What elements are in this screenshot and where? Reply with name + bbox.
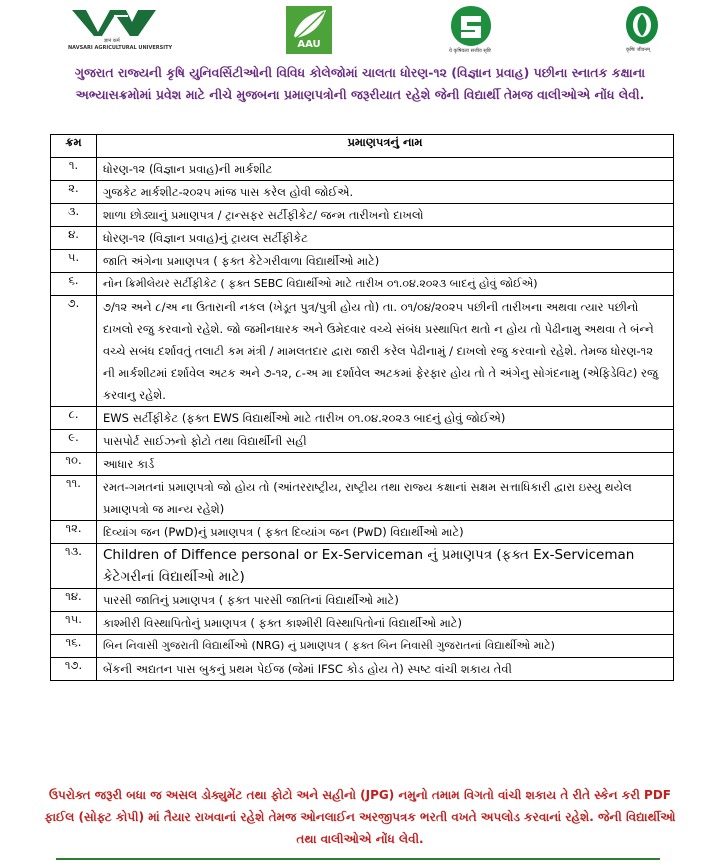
jau-emblem-icon (622, 4, 662, 46)
intro-notice: ગુજરાત રાજ્યની કૃષિ યુનિવર્સિટીઓની વિવિધ કોલેજોમાં ચાલતા ધોરણ-૧૨ (વિજ્ઞાન પ્રવાહ) પછીના સ્નાતક કક્ષાના અભ્યાસક્રમોમાં પ્રવેશ માટે નીચે મુજબના પ્રમાણપત્રોની જરૂરીયાત રહેશે જેની વિદ્યાર્થી તેમજ વાલીઓએ નોંધ લેવી. (74, 65, 646, 102)
row-number: ૧૧. (51, 476, 97, 521)
table-row (51, 227, 674, 250)
row-text: બિન નિવાસી ગુજરાતી વિદ્યાર્થીઓ (NRG) નું પ્રમાણપત્ર ( ફક્ત બિન નિવાસી ગુજરાતનાં વિદ્યાર્થીઓ માટે) (97, 635, 674, 658)
aau-logo (286, 6, 332, 54)
row-number: ૧૨. (51, 521, 97, 544)
row-number: ૧૪. (51, 589, 97, 612)
table-row (51, 612, 674, 635)
table-header-row (51, 135, 674, 158)
nau-logo (68, 6, 173, 52)
table-row (51, 273, 674, 296)
row-number: ૭. (51, 296, 97, 407)
row-number: ૩. (51, 204, 97, 227)
row-number: ૯. (51, 430, 97, 453)
row-text: રમત-ગમતનાં પ્રમાણપત્રો જો હોય તો (આંતરરાષ્ટ્રીય, રાષ્ટ્રીય તથા રાજ્ય કક્ષાનાં સક્ષમ સત્તાધિકારી દ્વારા ઇસ્યુ થયેલ પ્રમાણપત્રો જ માન્ય રહેશે) (97, 476, 674, 521)
row-text: Children of Diffence personal or Ex-Serviceman નું પ્રમાણપત્ર (ફક્ત Ex-Serviceman કેટેગરીનાં વિદ્યાર્થીઓ માટે) (97, 544, 674, 589)
row-text: બેંકની અદ્યતન પાસ બુકનું પ્રથમ પેઈજ (જેમાં IFSC કોડ હોય તે) સ્પષ્ટ વાંચી શકાય તેવી (97, 658, 674, 681)
certificate-table (50, 134, 674, 681)
sdau-logo (447, 4, 495, 56)
sdau-emblem-icon (447, 4, 495, 48)
table-row (51, 521, 674, 544)
row-number: ૫. (51, 250, 97, 273)
table-row (51, 453, 674, 476)
table-row (51, 635, 674, 658)
jau-logo (622, 4, 662, 54)
table-row (51, 544, 674, 589)
logo-strip (0, 0, 716, 64)
table-row (51, 589, 674, 612)
aau-caption: AAU (297, 39, 321, 50)
row-text: આધાર કાર્ડ (97, 453, 674, 476)
footer-divider (56, 858, 660, 860)
row-number: ૧૫. (51, 612, 97, 635)
row-number: ૧૦. (51, 453, 97, 476)
row-text: ધોરણ-૧૨ (વિજ્ઞાન પ્રવાહ)ની માર્કશીટ (97, 158, 674, 181)
row-number: ૬. (51, 273, 97, 296)
row-number: ૨. (51, 181, 97, 204)
table-row (51, 181, 674, 204)
row-number: ૪. (51, 227, 97, 250)
row-text: EWS સર્ટીફીકેટ (ફક્ત EWS વિદ્યાર્થીઓ માટે તારીખ ૦૧.૦૪.૨૦૨૩ બાદનું હોવું જોઈએ) (97, 407, 674, 430)
nau-emblem-icon (68, 6, 160, 40)
upload-instructions: ઉપરોક્ત જરૂરી બધા જ અસલ ડોક્યુમેંટ તથા ફોટો અને સહીનો (JPG) નમુનો તમામ વિગતો વાંચી શકાય તે રીતે સ્કેન કરી PDF ફાઈલ (સોફ્ટ કોપી) માં તૈયાર રાખવાનાં રહેશે તેમજ ઓનલાઈન અરજીપત્રક ભરતી વખતે અપલોડ કરવાનાં રહેશે. જેની વિદ્યાર્થીઓ તથા વાલીઓએ નોંધ લેવી. (44, 788, 676, 846)
row-text: ધોરણ-૧૨ (વિજ્ઞાન પ્રવાહ)નું ટ્રાયલ સર્ટીફીકેટ (97, 227, 674, 250)
table-row (51, 476, 674, 521)
row-number: ૮. (51, 407, 97, 430)
row-text: નોન ક્રિમીલેયર સર્ટીફીકેટ ( ફક્ત SEBC વિદ્યાર્થીઓ માટે તારીખ ૦૧.૦૪.૨૦૨૩ બાદનું હોવું જોઈએ) (97, 273, 674, 296)
row-text: કાશ્મીરી વિસ્થાપિતોનું પ્રમાણપત્ર ( ફક્ત કાશ્મીરી વિસ્થાપિતોનાં વિદ્યાર્થીઓ માટે) (97, 612, 674, 635)
row-text: શાળા છોડ્યાનું પ્રમાણપત્ર / ટ્રાન્સફર સર્ટીફીકેટ/ જન્મ તારીખનો દાખલો (97, 204, 674, 227)
nau-tagline: ज्ञानं कर्म (104, 38, 120, 44)
nau-caption: NAVSARI AGRICULTURAL UNIVERSITY (68, 45, 173, 51)
row-text: પારસી જાતિનું પ્રમાણપત્ર ( ફક્ત પારસી જાતિનાં વિદ્યાર્થીઓ માટે) (97, 589, 674, 612)
row-number: ૧૬. (51, 635, 97, 658)
row-text: પાસપોર્ટ સાઈઝનો ફોટો તથા વિદ્યાર્થીની સહી (97, 430, 674, 453)
row-number: ૧૭. (51, 658, 97, 681)
sdau-caption: ये कृषिवला सजीव सृष्टि (449, 48, 491, 54)
header-serial: ક્રમ (51, 135, 97, 158)
jau-caption: कृषिः जीवनम् (626, 47, 651, 53)
row-number: ૧. (51, 158, 97, 181)
row-number: ૧૩. (51, 544, 97, 589)
table-row (51, 407, 674, 430)
table-row (51, 430, 674, 453)
row-text: ગુજકેટ માર્કશીટ-૨૦૨૫ માંજ પાસ કરેલ હોવી જોઈએ. (97, 181, 674, 204)
table-row (51, 204, 674, 227)
table-row (51, 250, 674, 273)
table-row (51, 658, 674, 681)
row-text: ૭/૧૨ અને ૮/અ ના ઉતારાની નકલ (ખેડૂત પુત્ર/પુત્રી હોય તો) તા. ૦૧/૦૪/૨૦૨૫ પછીની તારીખના અથવા ત્યાર પછીનો દાખલો રજુ કરવાનો રહેશે. જો જમીનધારક અને ઉમેદવાર વચ્ચે સંબંધ પ્રસ્થાપિત થતો ન હોય તો પેઢીનામુ અથવા તે બંન્ને વચ્ચે સબંધ દર્શાવતું તલાટી કમ મંત્રી / મામલતદાર દ્વારા જારી કરેલ પેઢીનામું / દાખલો રજુ કરવાનો રહેશે. તેમજ ધોરણ-૧૨ ની માર્કશીટમાં દર્શાવેલ અટક અને ૭-૧૨, ૮-અ મા દર્શાવેલ અટકમાં ફેરફાર હોય તો તે અંગેનુ સોગંદનામુ (એફિડેવિટ) રજુ કરવાનુ રહેશે. (97, 296, 674, 407)
row-text: જાતિ અંગેના પ્રમાણપત્ર ( ફક્ત કેટેગરીવાળા વિદ્યાર્થીઓ માટે) (97, 250, 674, 273)
table-row (51, 296, 674, 407)
row-text: દિવ્યાંગ જન (PwD)નું પ્રમાણપત્ર ( ફક્ત દિવ્યાંગ જન (PwD) વિદ્યાર્થીઓ માટે) (97, 521, 674, 544)
table-row (51, 158, 674, 181)
header-certificate-name: પ્રમાણપત્રનું નામ (97, 135, 674, 158)
